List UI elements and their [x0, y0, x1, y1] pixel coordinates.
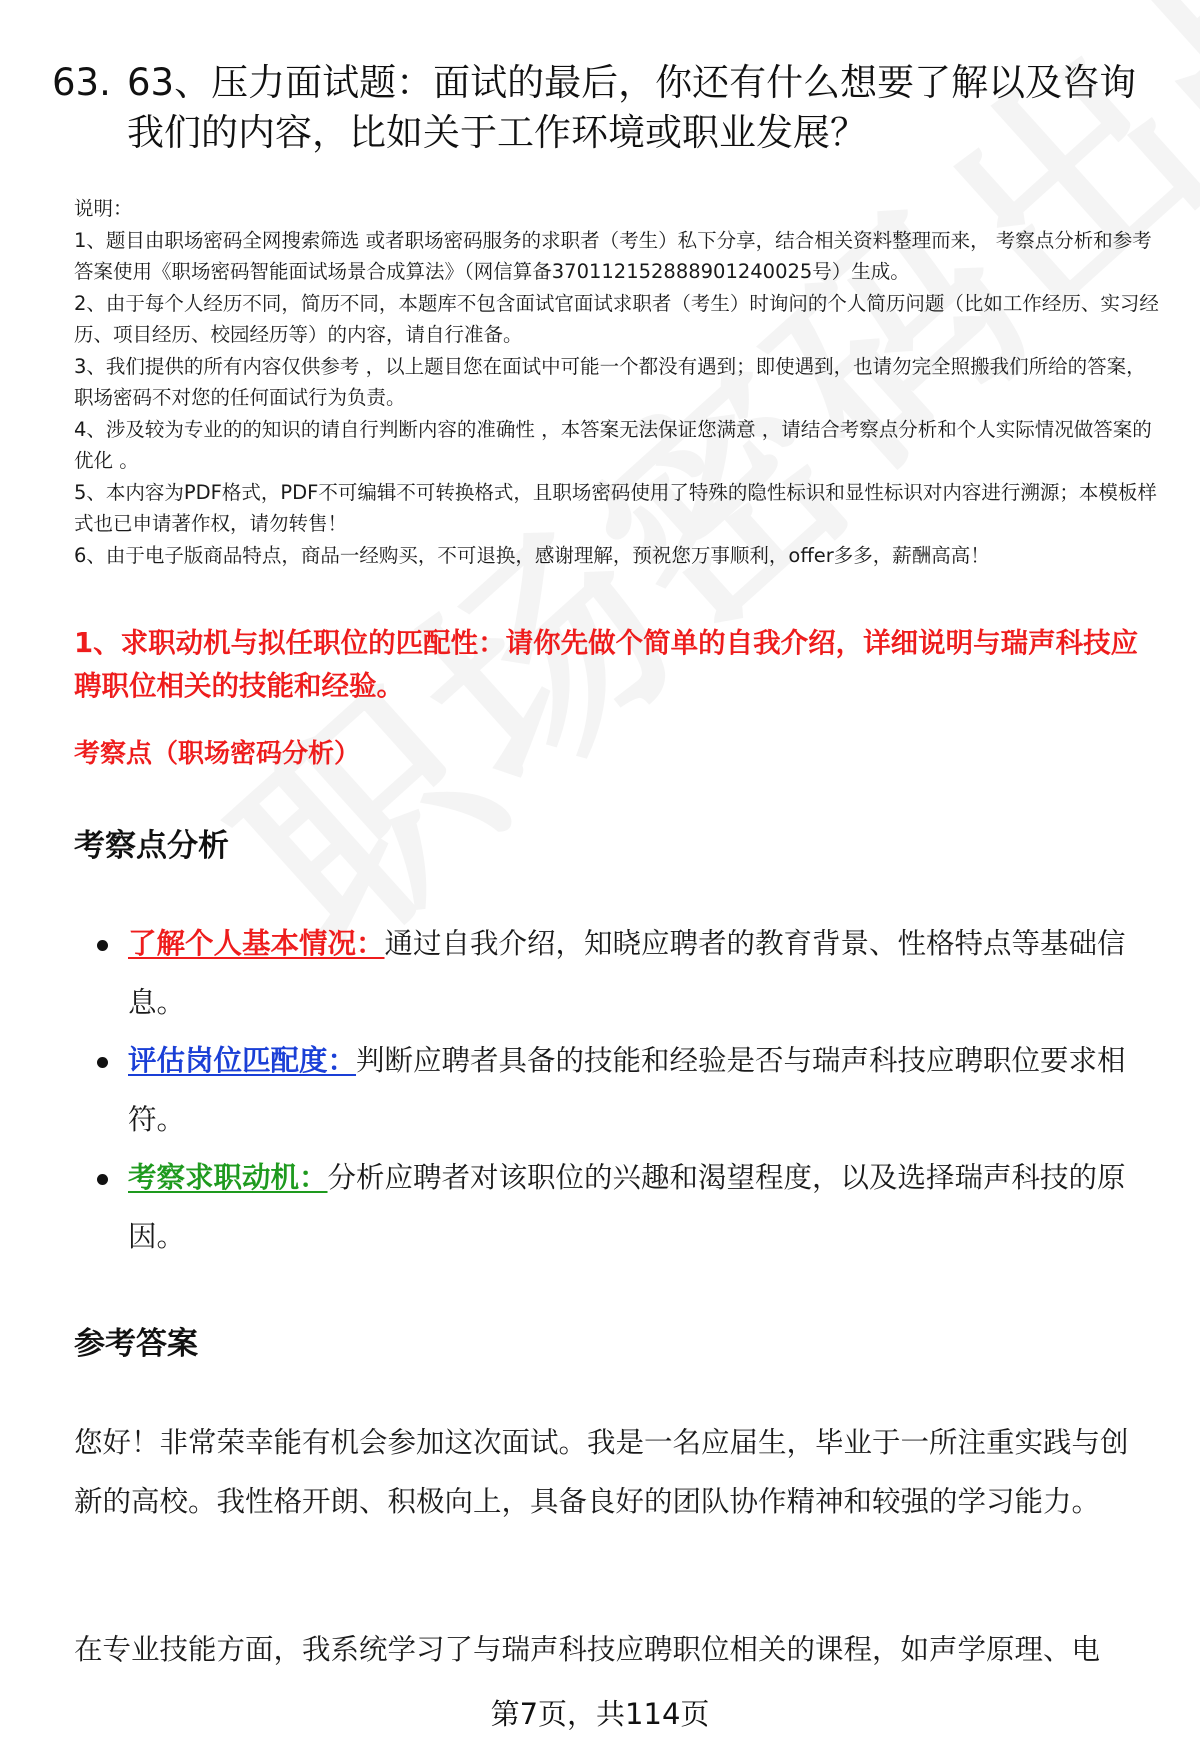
notes-heading: 说明： [74, 197, 133, 220]
analysis-item [90, 1149, 1150, 1266]
analysis-item [90, 915, 1150, 1032]
notes-item: 2、由于每个人经历不同，简历不同，本题库不包含面试官面试求职者（考生）时询问的个人简历问题（比如工作经历、实习经历、项目经历、校园经历等）的内容，请自行准备。 [74, 291, 1159, 346]
analysis-key: 考察求职动机： [128, 1161, 328, 1194]
bullet-icon [97, 1174, 108, 1185]
notes-section [74, 193, 1164, 571]
analysis-list [90, 915, 1150, 1266]
question-1-title: 1、求职动机与拟任职位的匹配性：请你先做个简单的自我介绍，详细说明与瑞声科技应聘职位相关的技能和经验。 [74, 627, 1139, 702]
notes-item: 4、涉及较为专业的的知识的请自行判断内容的准确性 ，本答案无法保证您满意 ，请结合考察点分析和个人实际情况做答案的优化 。 [74, 417, 1152, 472]
notes-item: 5、本内容为PDF格式，PDF不可编辑不可转换格式，且职场密码使用了特殊的隐性标识和显性标识对内容进行溯源；本模板样式也已申请著作权，请勿转售！ [74, 480, 1157, 535]
kaochadian-label: 考察点（职场密码分析） [74, 739, 361, 769]
question-text: 63、压力面试题：面试的最后，你还有什么想要了解以及咨询我们的内容，比如关于工作环境或职业发展？ [127, 61, 1137, 154]
bullet-icon [97, 1057, 108, 1068]
answer-paragraph: 在专业技能方面，我系统学习了与瑞声科技应聘职位相关的课程，如声学原理、电 [74, 1633, 1101, 1666]
notes-item: 3、我们提供的所有内容仅供参考 ，以上题目您在面试中可能一个都没有遇到；即使遇到，也请勿完全照搬我们所给的答案，职场密码不对您的任何面试行为负责。 [74, 354, 1146, 409]
question-title [52, 58, 1162, 158]
analysis-key: 评估岗位匹配度： [128, 1044, 357, 1077]
bullet-icon [97, 940, 108, 951]
question-number: 63. [52, 61, 111, 104]
page-footer: 第7页，共114页 [490, 1697, 710, 1731]
analysis-text: 通过自我介绍，知晓应聘者的教育背景、性格特点等基础信息。 [128, 927, 1126, 1019]
analysis-text: 分析应聘者对该职位的兴趣和渴望程度，以及选择瑞声科技的原因。 [128, 1161, 1126, 1253]
analysis-key: 了解个人基本情况： [128, 927, 385, 960]
answer-paragraph: 您好！非常荣幸能有机会参加这次面试。我是一名应届生，毕业于一所注重实践与创新的高校。我性格开朗、积极向上，具备良好的团队协作精神和较强的学习能力。 [74, 1426, 1129, 1518]
notes-item: 1、题目由职场密码全网搜索筛选 或者职场密码服务的求职者（考生）私下分享，结合相关资料整理而来， 考察点分析和参考答案使用《职场密码智能面试场景合成算法》（网信算备370112152888901240025号）生成。 [74, 228, 1152, 283]
analysis-text: 判断应聘者具备的技能和经验是否与瑞声科技应聘职位要求相符。 [128, 1044, 1126, 1136]
reference-heading: 参考答案 [74, 1326, 198, 1362]
analysis-item [90, 1032, 1150, 1149]
analysis-heading: 考察点分析 [74, 828, 229, 864]
notes-item: 6、由于电子版商品特点，商品一经购买，不可退换，感谢理解，预祝您万事顺利，offer多多，薪酬高高！ [74, 543, 990, 567]
